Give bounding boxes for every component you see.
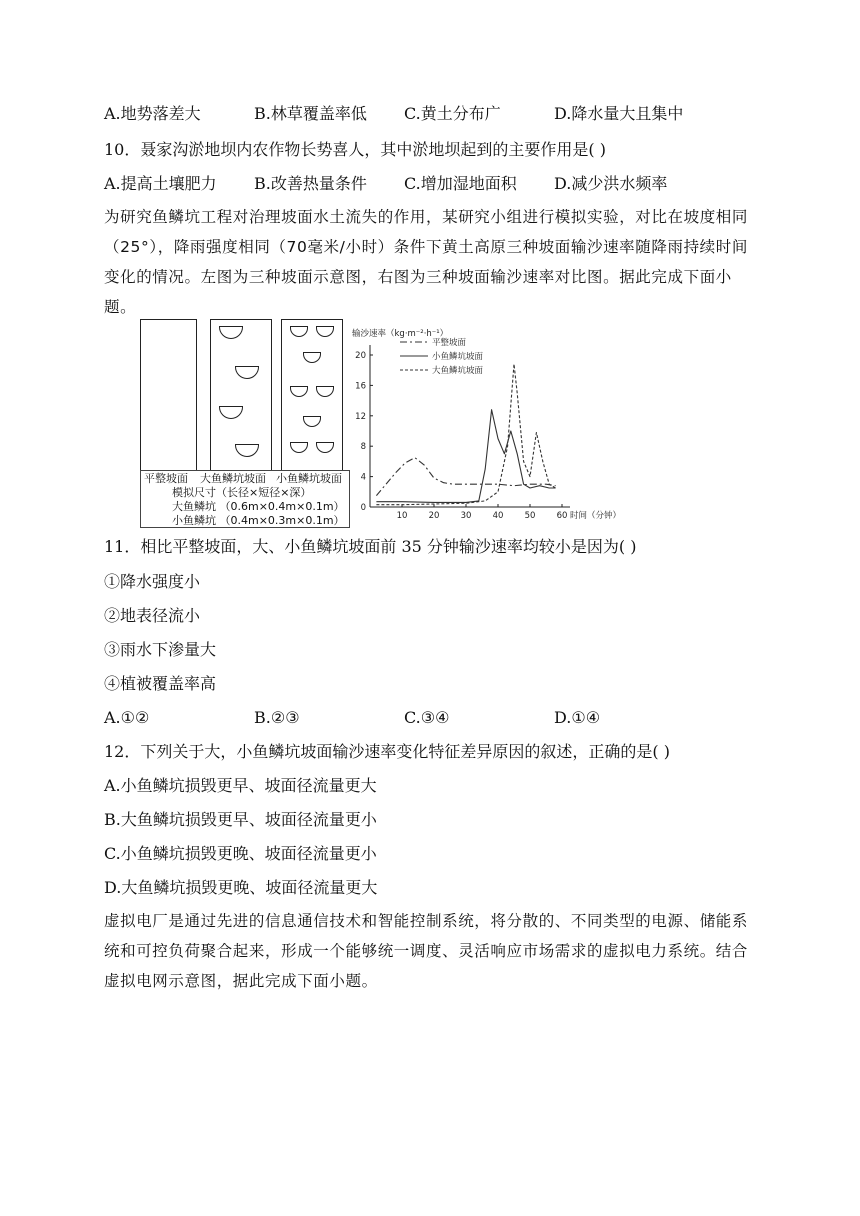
y-tick-label: 4 (360, 472, 366, 483)
q10-option-b: B.改善热量条件 (254, 174, 367, 193)
y-tick-label: 16 (355, 381, 366, 392)
q10-option-a: A.提高土壤肥力 (104, 174, 217, 193)
q10-option-c: C.增加湿地面积 (404, 174, 517, 193)
flat-slope-panel (140, 319, 197, 471)
series-line-1 (376, 410, 555, 503)
small-pit-slope-panel (281, 319, 343, 471)
intro-paragraph-2: 虚拟电厂是通过先进的信息通信技术和智能控制系统，将分散的、不同类型的电源、储能系统和可控负荷聚合起来，形成一个能够统一调度、灵活响应市场需求的虚拟电力系统。结合虚拟电网示意图，据此完成下面小题。 (104, 912, 749, 990)
q12-option-b: B.大鱼鳞坑损毁更早、坡面径流量更小 (104, 810, 377, 829)
legend-label-2: 大鱼鳞坑坡面 (432, 366, 484, 376)
x-tick-label: 20 (428, 511, 440, 521)
fish-scale-pit (303, 416, 321, 427)
fish-scale-pit (219, 326, 243, 339)
q12-stem: 12．下列关于大，小鱼鳞坑坡面输沙速率变化特征差异原因的叙述，正确的是( ) (104, 742, 670, 761)
large-pit-slope-panel (210, 319, 272, 471)
fish-scale-pit (316, 442, 334, 453)
fish-scale-pit (290, 442, 308, 453)
q11-option-b: B.②③ (254, 708, 300, 727)
q11-item-4: ④植被覆盖率高 (104, 674, 217, 693)
fish-scale-pit (316, 326, 334, 337)
x-tick-label: 40 (492, 511, 504, 521)
q11-option-c: C.③④ (404, 708, 450, 727)
x-tick-label: 50 (524, 511, 536, 521)
y-tick-label: 8 (360, 442, 366, 453)
q10-stem: 10．聂家沟淤地坝内农作物长势喜人，其中淤地坝起到的主要作用是( ) (104, 140, 606, 159)
dims-small: 小鱼鳞坑 （0.4m×0.3m×0.1m） (172, 514, 345, 527)
q9-option-a: A.地势落差大 (104, 104, 201, 123)
q11-item-2: ②地表径流小 (104, 606, 201, 625)
q11-item-1: ①降水强度小 (104, 572, 201, 591)
series-line-0 (376, 458, 555, 496)
q11-stem: 11．相比平整坡面，大、小鱼鳞坑坡面前 35 分钟输沙速率均较小是因为( ) (104, 537, 637, 556)
q11-option-a: A.①② (104, 708, 150, 727)
fish-scale-pit (290, 326, 308, 337)
dims-large: 大鱼鳞坑 （0.6m×0.4m×0.1m） (172, 500, 345, 513)
panel-label-large: 大鱼鳞坑坡面 (200, 472, 266, 485)
y-tick-label: 0 (360, 503, 366, 513)
q9-option-d: D.降水量大且集中 (554, 104, 684, 123)
intro-paragraph-1: 为研究鱼鳞坑工程对治理坡面水土流失的作用，某研究小组进行模拟实验，对比在坡度相同（25°），降雨强度相同（70毫米/小时）条件下黄土高原三种坡面输沙速率随降雨持续时间变化的情况。左图为三种坡面示意图，右图为三种坡面输沙速率对比图。据此完成下面小题。 (104, 208, 749, 316)
y-axis-label: 输沙速率（kg·m⁻²·h⁻¹） (352, 329, 449, 339)
legend-label-1: 小鱼鳞坑坡面 (432, 352, 484, 362)
dims-title: 模拟尺寸（长径×短径×深） (172, 486, 312, 499)
q9-option-b: B.林草覆盖率低 (254, 104, 367, 123)
q11-item-3: ③雨水下渗量大 (104, 640, 217, 659)
fish-scale-pit (290, 386, 308, 397)
sediment-rate-chart (348, 316, 622, 526)
y-tick-label: 20 (355, 351, 366, 361)
caption-box (140, 470, 350, 528)
fish-scale-pit (219, 406, 243, 419)
legend-label-0: 平整坡面 (432, 338, 467, 348)
figure (140, 316, 622, 527)
fish-scale-pit (303, 352, 321, 363)
series-line-2 (376, 364, 555, 505)
x-tick-label: 30 (460, 511, 472, 521)
panel-label-flat: 平整坡面 (144, 472, 188, 485)
x-tick-label: 10 (396, 511, 408, 521)
x-axis-label: 时间（分钟） (570, 511, 622, 521)
q12-option-a: A.小鱼鳞坑损毁更早、坡面径流量更大 (104, 776, 377, 795)
fish-scale-pit (235, 444, 259, 457)
panel-label-small: 小鱼鳞坑坡面 (276, 472, 342, 485)
fish-scale-pit (316, 386, 334, 397)
q12-option-c: C.小鱼鳞坑损毁更晚、坡面径流量更小 (104, 844, 377, 863)
q9-option-c: C.黄土分布广 (404, 104, 501, 123)
fish-scale-pit (235, 366, 259, 379)
q12-option-d: D.大鱼鳞坑损毁更晚、坡面径流量更大 (104, 878, 378, 897)
x-tick-label: 60 (556, 511, 568, 521)
y-tick-label: 12 (355, 411, 366, 422)
q11-option-d: D.①④ (554, 708, 601, 727)
q10-option-d: D.减少洪水频率 (554, 174, 668, 193)
